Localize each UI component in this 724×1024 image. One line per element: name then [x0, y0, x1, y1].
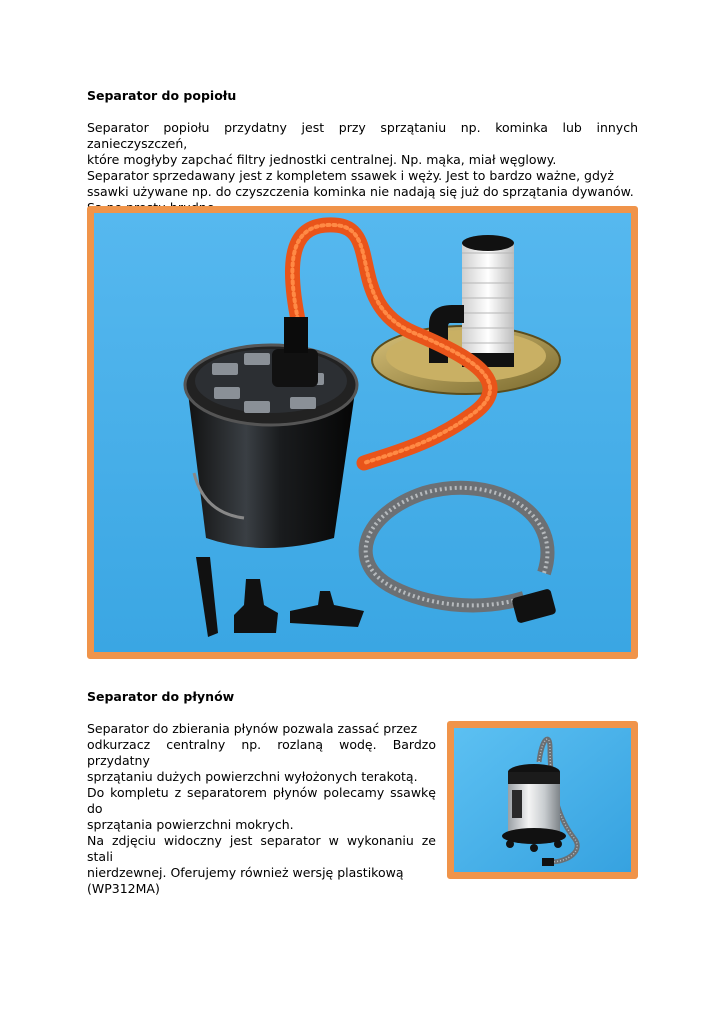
text-line: Separator do zbierania płynów pozwala zassać przez — [87, 721, 418, 736]
text-line: Separator sprzedawany jest z kompletem ssawek i węży. Jest to bardzo ważne, gdyż — [87, 168, 614, 183]
section-title-liquid-separator: Separator do płynów — [87, 689, 235, 704]
text-line: Do kompletu z separatorem płynów polecamy ssawkę do — [87, 785, 436, 816]
ash-separator-description — [87, 120, 638, 216]
text-line: które mogłyby zapchać filtry jednostki centralnej. Np. mąka, miał węglowy. — [87, 152, 557, 167]
text-line: Na zdjęciu widoczny jest separator w wykonaniu ze stali — [87, 833, 436, 864]
liquid-separator-description — [87, 721, 436, 897]
text-line: ssawki używane np. do czyszczenia kominka nie nadają się już do sprzątania dywanów. — [87, 184, 634, 199]
text-line: Separator popiołu przydatny jest przy sprzątaniu np. kominka lub innych zanieczyszczeń, — [87, 120, 638, 151]
text-line: odkurzacz centralny np. rozlaną wodę. Bardzo przydatny — [87, 737, 436, 768]
text-line: sprzątaniu dużych powierzchni wyłożonych terakotą. — [87, 769, 418, 784]
text-line: sprzątania powierzchni mokrych. — [87, 817, 294, 832]
section-title-ash-separator: Separator do popiołu — [87, 88, 237, 103]
ash-separator-photo — [87, 206, 638, 659]
text-line: (WP312MA) — [87, 881, 160, 896]
liquid-separator-photo — [447, 721, 638, 879]
text-line: nierdzewnej. Oferujemy również wersję plastikową — [87, 865, 404, 880]
